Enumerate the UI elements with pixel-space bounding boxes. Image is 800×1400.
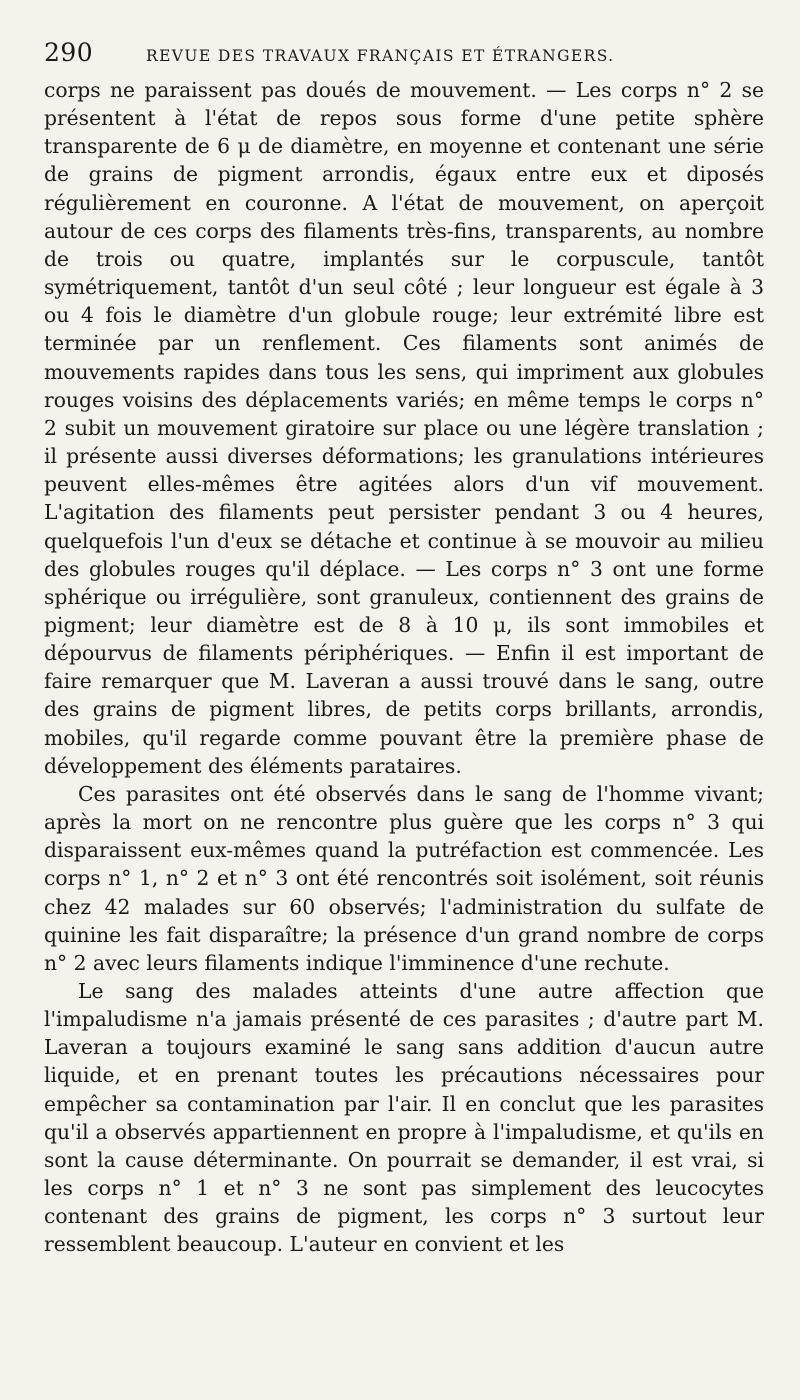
- running-head: [44, 38, 764, 72]
- paragraph: corps ne paraissent pas doués de mouvement. — Les corps n° 2 se présentent à l'état de repos sous forme d'une petite sphère transparente de 6 μ de diamètre, en moyenne et contenant une série de grains de pigment arrondis, égaux entre eux et diposés régulièrement en couronne. A l'état de mouvement, on aperçoit autour de ces corps des filaments très-fins, transparents, au nombre de trois ou quatre, implantés sur le corpuscule, tantôt symétriquement, tantôt d'un seul côté ; leur longueur est égale à 3 ou 4 fois le diamètre d'un globule rouge; leur extrémité libre est terminée par un renflement. Ces filaments sont animés de mouvements rapides dans tous les sens, qui impriment aux globules rouges voisins des déplacements variés; en même temps le corps n° 2 subit un mouvement giratoire sur place ou une légère translation ; il présente aussi diverses déformations; les granulations intérieures peuvent elles-mêmes être agitées alors d'un vif mouvement. L'agitation des filaments peut persister pendant 3 ou 4 heures, quelquefois l'un d'eux se détache et continue à se mouvoir au milieu des globules rouges qu'il déplace. — Les corps n° 3 ont une forme sphérique ou irrégulière, sont granuleux, contiennent des grains de pigment; leur diamètre est de 8 à 10 μ, ils sont immobiles et dépourvus de filaments périphériques. — Enfin il est important de faire remarquer que M. Laveran a aussi trouvé dans le sang, outre des grains de pigment libres, de petits corps brillants, arrondis, mobiles, qu'il regarde comme pouvant être la première phase de développement des éléments parataires.: [44, 78, 764, 778]
- paragraph: Le sang des malades atteints d'une autre affection que l'impaludisme n'a jamais présenté de ces parasites ; d'autre part M. Laveran a toujours examiné le sang sans addition d'aucun autre liquide, et en prenant toutes les précautions nécessaires pour empêcher sa contamination par l'air. Il en conclut que les parasites qu'il a observés appartiennent en propre à l'impaludisme, et qu'ils en sont la cause déterminante. On pourrait se demander, il est vrai, si les corps n° 1 et n° 3 ne sont pas simplement des leucocytes contenant des grains de pigment, les corps n° 3 surtout leur ressemblent beaucoup. L'auteur en convient et les: [44, 979, 764, 1257]
- body-text: [44, 76, 764, 1259]
- running-title: REVUE DES TRAVAUX FRANÇAIS ET ÉTRANGERS.: [146, 47, 615, 65]
- page-number: 290: [44, 38, 94, 67]
- paragraph: Ces parasites ont été observés dans le sang de l'homme vivant; après la mort on ne rencontre plus guère que les corps n° 3 qui disparaissent eux-mêmes quand la putréfaction est commencée. Les corps n° 1, n° 2 et n° 3 ont été rencontrés soit isolément, soit réunis chez 42 malades sur 60 observés; l'administration du sulfate de quinine les fait disparaître; la présence d'un grand nombre de corps n° 2 avec leurs filaments indique l'imminence d'une rechute.: [44, 781, 764, 975]
